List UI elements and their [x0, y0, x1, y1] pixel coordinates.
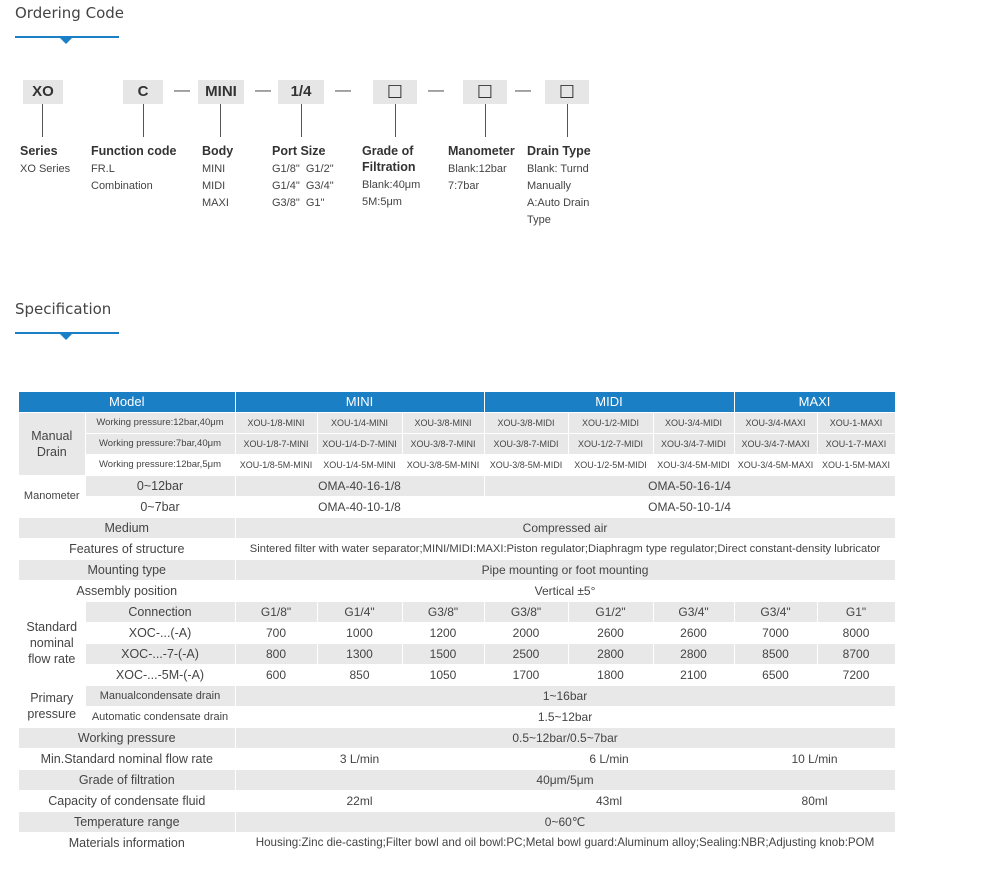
- flow-model-cell: XOC-...(-A): [85, 622, 235, 643]
- flow-cell: 2500: [484, 643, 568, 664]
- connector-line: [143, 104, 144, 137]
- connector-line: [220, 104, 221, 137]
- connection-cell: G3/8": [484, 601, 568, 622]
- table-row: [19, 664, 895, 685]
- manometer-midi-maxi: OMA-50-10-1/4: [484, 496, 895, 517]
- features-value: Sintered filter with water separator;MINI/MIDI:MAXI:Piston regulator;Diaphragm type regulator;Direct constant-density lubricator: [235, 538, 895, 559]
- model-cell: XOU-3/8-MINI: [402, 412, 484, 433]
- field-filtration-line: 5M:5μm: [362, 196, 402, 208]
- model-cell: XOU-1/2-5M-MIDI: [568, 454, 653, 475]
- flow-cell: 8700: [817, 643, 895, 664]
- flow-cell: 1300: [317, 643, 402, 664]
- grade-label: Grade of filtration: [19, 769, 235, 790]
- model-cell: XOU-1/8-MINI: [235, 412, 317, 433]
- flow-cell: 2100: [653, 664, 734, 685]
- model-cell: XOU-1/8-5M-MINI: [235, 454, 317, 475]
- dash: —: [335, 82, 351, 99]
- min-flow-midi: 6 L/min: [484, 748, 734, 769]
- model-cell: XOU-1-5M-MAXI: [817, 454, 895, 475]
- flow-cell: 1200: [402, 622, 484, 643]
- code-series: XO: [23, 80, 63, 104]
- field-manometer-title: Manometer: [448, 144, 515, 158]
- manometer-mini: OMA-40-10-1/8: [235, 496, 484, 517]
- primary-pressure-value: 1.5~12bar: [235, 706, 895, 727]
- connection-cell: G1/2": [568, 601, 653, 622]
- grade-value: 40μm/5μm: [235, 769, 895, 790]
- connector-line: [567, 104, 568, 137]
- mounting-label: Mounting type: [19, 559, 235, 580]
- flow-cell: 1000: [317, 622, 402, 643]
- field-series-title: Series: [20, 144, 58, 158]
- capacity-maxi: 80ml: [734, 790, 895, 811]
- field-filtration-title: Grade of: [362, 144, 414, 158]
- table-header-row: [19, 392, 895, 412]
- assembly-value: Vertical ±5°: [235, 580, 895, 601]
- model-cell: XOU-1-MAXI: [817, 412, 895, 433]
- field-filtration-line: Blank:40μm: [362, 179, 421, 191]
- features-label: Features of structure: [19, 538, 235, 559]
- field-body-line: MIDI: [202, 180, 226, 192]
- connector-line: [301, 104, 302, 137]
- field-series-line: XO Series: [20, 163, 71, 175]
- connection-label: Connection: [85, 601, 235, 622]
- model-cell: XOU-3/8-MIDI: [484, 412, 568, 433]
- header-mini: MINI: [235, 392, 484, 412]
- code-drain-type: ☐: [545, 80, 589, 104]
- header-model: Model: [19, 392, 235, 412]
- connection-cell: G3/8": [402, 601, 484, 622]
- connection-cell: G1/4": [317, 601, 402, 622]
- field-drain-type-line: A:Auto Drain: [527, 197, 590, 209]
- connector-line: [395, 104, 396, 137]
- flow-cell: 2000: [484, 622, 568, 643]
- model-cell: XOU-1/2-7-MIDI: [568, 433, 653, 454]
- capacity-mini: 22ml: [235, 790, 484, 811]
- table-row: [19, 475, 895, 496]
- model-cell: XOU-3/8-7-MIDI: [484, 433, 568, 454]
- table-row: [19, 412, 895, 433]
- assembly-label: Assembly position: [19, 580, 235, 601]
- field-port-size-line: G1/4" G3/4": [272, 180, 334, 192]
- condition-cell: Working pressure:12bar,5μm: [85, 454, 235, 475]
- model-cell: XOU-3/4-MIDI: [653, 412, 734, 433]
- table-row: [19, 685, 895, 706]
- field-drain-type-line: Blank: Turnd: [527, 163, 589, 175]
- model-cell: XOU-1/8-7-MINI: [235, 433, 317, 454]
- connection-cell: G1/8": [235, 601, 317, 622]
- ordering-code-arrow-icon: [59, 37, 73, 44]
- range-cell: 0~12bar: [85, 475, 235, 496]
- model-cell: XOU-3/8-5M-MINI: [402, 454, 484, 475]
- model-cell: XOU-3/4-7-MIDI: [653, 433, 734, 454]
- specification-table: [19, 392, 896, 854]
- table-row: [19, 790, 895, 811]
- code-manometer: ☐: [463, 80, 507, 104]
- primary-pressure-label: Primary pressure: [19, 685, 85, 727]
- connector-line: [42, 104, 43, 137]
- field-filtration-title-2: Filtration: [362, 160, 416, 174]
- primary-pressure-value: 1~16bar: [235, 685, 895, 706]
- flow-cell: 6500: [734, 664, 817, 685]
- flow-cell: 1800: [568, 664, 653, 685]
- materials-value: Housing:Zinc die-casting;Filter bowl and oil bowl:PC;Metal bowl guard:Aluminum alloy;Sealing:NBR;Adjusting knob:POM: [235, 832, 895, 853]
- connector-line: [485, 104, 486, 137]
- model-cell: XOU-3/4-MAXI: [734, 412, 817, 433]
- model-cell: XOU-3/4-7-MAXI: [734, 433, 817, 454]
- connection-cell: G1": [817, 601, 895, 622]
- table-row: [19, 748, 895, 769]
- flow-cell: 1700: [484, 664, 568, 685]
- field-body-line: MINI: [202, 163, 226, 175]
- temperature-value: 0~60℃: [235, 811, 895, 832]
- flow-cell: 7200: [817, 664, 895, 685]
- table-row: [19, 622, 895, 643]
- field-function-line: FR.L: [91, 163, 115, 175]
- medium-value: Compressed air: [235, 517, 895, 538]
- dash: —: [428, 82, 444, 99]
- model-cell: XOU-3/4-5M-MIDI: [653, 454, 734, 475]
- manometer-midi-maxi: OMA-50-16-1/4: [484, 475, 895, 496]
- table-row: [19, 643, 895, 664]
- field-function-title: Function code: [91, 144, 177, 158]
- working-pressure-label: Working pressure: [19, 727, 235, 748]
- model-cell: XOU-1/4-D-7-MINI: [317, 433, 402, 454]
- range-cell: 0~7bar: [85, 496, 235, 517]
- condition-cell: Working pressure:7bar,40μm: [85, 433, 235, 454]
- capacity-label: Capacity of condensate fluid: [19, 790, 235, 811]
- table-row: [19, 706, 895, 727]
- flow-cell: 7000: [734, 622, 817, 643]
- temperature-label: Temperature range: [19, 811, 235, 832]
- header-midi: MIDI: [484, 392, 734, 412]
- dash: —: [255, 82, 271, 99]
- code-body: MINI: [198, 80, 244, 104]
- table-row: [19, 433, 895, 454]
- model-cell: XOU-1-7-MAXI: [817, 433, 895, 454]
- flow-model-cell: XOC-...-7-(-A): [85, 643, 235, 664]
- flow-cell: 8000: [817, 622, 895, 643]
- min-flow-mini: 3 L/min: [235, 748, 484, 769]
- manometer-label: Manometer: [19, 475, 85, 517]
- flow-cell: 8500: [734, 643, 817, 664]
- model-cell: XOU-3/8-7-MINI: [402, 433, 484, 454]
- flow-cell: 2600: [653, 622, 734, 643]
- table-row: [19, 727, 895, 748]
- condition-cell: Working pressure:12bar,40μm: [85, 412, 235, 433]
- flow-model-cell: XOC-...-5M-(-A): [85, 664, 235, 685]
- table-row: [19, 832, 895, 853]
- mounting-value: Pipe mounting or foot mounting: [235, 559, 895, 580]
- flow-cell: 800: [235, 643, 317, 664]
- table-row: [19, 538, 895, 559]
- field-body-line: MAXI: [202, 197, 229, 209]
- table-row: [19, 580, 895, 601]
- connection-cell: G3/4": [734, 601, 817, 622]
- table-row: [19, 454, 895, 475]
- drain-type-cell: Automatic condensate drain: [85, 706, 235, 727]
- connection-cell: G3/4": [653, 601, 734, 622]
- field-drain-type-line: Manually: [527, 180, 572, 192]
- specification-title: Specification: [15, 300, 112, 318]
- drain-type-cell: Manualcondensate drain: [85, 685, 235, 706]
- table-row: [19, 601, 895, 622]
- code-function: C: [123, 80, 163, 104]
- materials-label: Materials information: [19, 832, 235, 853]
- flow-cell: 2800: [653, 643, 734, 664]
- working-pressure-value: 0.5~12bar/0.5~7bar: [235, 727, 895, 748]
- dash: —: [515, 82, 531, 99]
- field-port-size-title: Port Size: [272, 144, 326, 158]
- header-maxi: MAXI: [734, 392, 895, 412]
- table-row: [19, 517, 895, 538]
- field-port-size-line: G1/8" G1/2": [272, 163, 334, 175]
- table-row: [19, 811, 895, 832]
- field-manometer-line: Blank:12bar: [448, 163, 507, 175]
- dash: —: [174, 82, 190, 99]
- table-row: [19, 496, 895, 517]
- model-cell: XOU-1/4-5M-MINI: [317, 454, 402, 475]
- manometer-mini: OMA-40-16-1/8: [235, 475, 484, 496]
- model-cell: XOU-3/8-5M-MIDI: [484, 454, 568, 475]
- code-filtration: ☐: [373, 80, 417, 104]
- medium-label: Medium: [19, 517, 235, 538]
- field-manometer-line: 7:7bar: [448, 180, 480, 192]
- min-flow-label: Min.Standard nominal flow rate: [19, 748, 235, 769]
- flow-cell: 2600: [568, 622, 653, 643]
- min-flow-maxi: 10 L/min: [734, 748, 895, 769]
- flow-cell: 1050: [402, 664, 484, 685]
- model-cell: XOU-1/2-MIDI: [568, 412, 653, 433]
- field-port-size-line: G3/8" G1": [272, 197, 325, 209]
- flow-rate-label: Standard nominal flow rate: [19, 601, 85, 685]
- manual-drain-label: Manual Drain: [19, 412, 85, 475]
- ordering-code-title: Ordering Code: [15, 4, 124, 22]
- flow-cell: 600: [235, 664, 317, 685]
- code-port-size: 1/4: [278, 80, 324, 104]
- field-drain-type-line: Type: [527, 214, 551, 226]
- table-row: [19, 769, 895, 790]
- field-drain-type-title: Drain Type: [527, 144, 591, 158]
- model-cell: XOU-1/4-MINI: [317, 412, 402, 433]
- table-row: [19, 559, 895, 580]
- model-cell: XOU-3/4-5M-MAXI: [734, 454, 817, 475]
- flow-cell: 1500: [402, 643, 484, 664]
- flow-cell: 850: [317, 664, 402, 685]
- flow-cell: 2800: [568, 643, 653, 664]
- capacity-midi: 43ml: [484, 790, 734, 811]
- specification-arrow-icon: [59, 333, 73, 340]
- flow-cell: 700: [235, 622, 317, 643]
- field-function-line: Combination: [91, 180, 153, 192]
- field-body-title: Body: [202, 144, 234, 158]
